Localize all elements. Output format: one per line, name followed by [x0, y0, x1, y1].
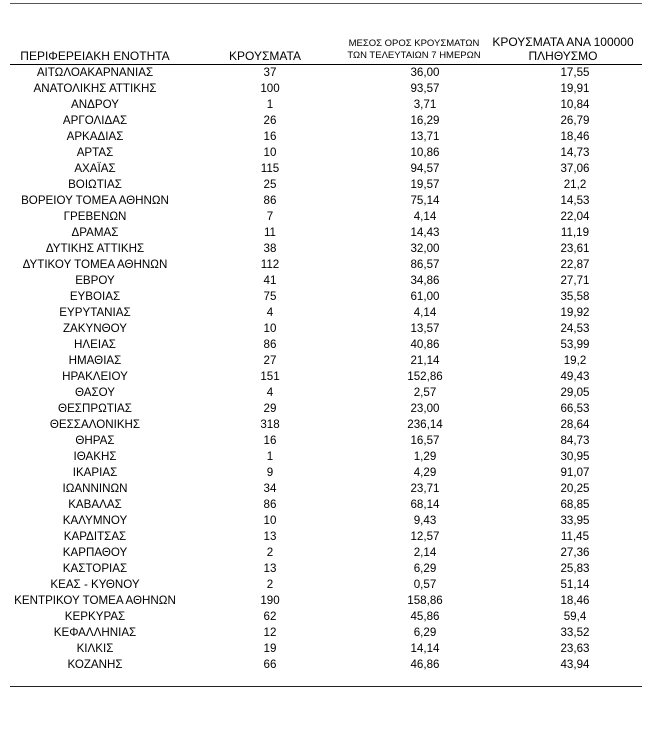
header-avg-line2: ΤΩΝ ΤΕΛΕΥΤΑΙΩΝ 7 ΗΜΕΡΩΝ — [347, 50, 481, 61]
cell-cases: 29 — [263, 402, 277, 415]
table-row — [10, 97, 642, 113]
table-row — [10, 641, 642, 657]
table-row — [10, 353, 642, 369]
cell-per-100k: 24,53 — [560, 322, 590, 335]
table-row — [10, 433, 642, 449]
cell-region: ΚΑΣΤΟΡΙΑΣ — [62, 562, 128, 575]
cell-per-100k: 30,95 — [560, 450, 590, 463]
cell-cases: 34 — [263, 482, 277, 495]
cell-per-100k: 11,19 — [560, 226, 590, 239]
table-header — [10, 30, 642, 63]
cell-region: ΑΡΤΑΣ — [76, 146, 114, 159]
cell-avg-7-days: 0,57 — [413, 578, 437, 591]
table-row — [10, 577, 642, 593]
bottom-divider — [10, 686, 642, 687]
table-row — [10, 129, 642, 145]
cell-cases: 41 — [263, 274, 277, 287]
cell-cases: 115 — [260, 162, 280, 175]
header-avg-line1: ΜΕΣΟΣ ΟΡΟΣ ΚΡΟΥΣΜΑΤΩΝ — [348, 38, 480, 49]
cell-region: ΗΜΑΘΙΑΣ — [68, 354, 122, 367]
cell-cases: 10 — [263, 514, 277, 527]
cell-per-100k: 66,53 — [560, 402, 590, 415]
cell-avg-7-days: 86,57 — [410, 258, 440, 271]
table-row — [10, 465, 642, 481]
cell-avg-7-days: 10,86 — [410, 146, 440, 159]
cell-per-100k: 84,73 — [560, 434, 590, 447]
cell-region: ΖΑΚΥΝΘΟΥ — [62, 322, 128, 335]
cell-region: ΚΕΡΚΥΡΑΣ — [64, 610, 126, 623]
table-row — [10, 449, 642, 465]
cell-per-100k: 10,84 — [560, 98, 590, 111]
cell-cases: 318 — [260, 418, 280, 431]
table-row — [10, 545, 642, 561]
cell-avg-7-days: 40,86 — [410, 338, 440, 351]
cell-avg-7-days: 23,71 — [410, 482, 440, 495]
cell-per-100k: 14,73 — [560, 146, 590, 159]
cell-avg-7-days: 94,57 — [410, 162, 440, 175]
cell-region: ΑΧΑΪΑΣ — [74, 162, 116, 175]
table-row — [10, 161, 642, 177]
cell-region: ΚΑΡΠΑΘΟΥ — [62, 546, 128, 559]
header-avg-7-days — [340, 38, 488, 62]
table-row — [10, 177, 642, 193]
cell-cases: 151 — [260, 370, 280, 383]
cell-region: ΚΑΡΔΙΤΣΑΣ — [63, 530, 127, 543]
cell-avg-7-days: 4,29 — [413, 466, 437, 479]
table-row — [10, 497, 642, 513]
cell-per-100k: 21,2 — [563, 178, 587, 191]
cell-region: ΘΑΣΟΥ — [74, 386, 116, 399]
table-row — [10, 321, 642, 337]
cell-cases: 2 — [266, 578, 274, 591]
cell-cases: 1 — [266, 450, 274, 463]
cell-region: ΚΑΒΑΛΑΣ — [68, 498, 122, 511]
cell-avg-7-days: 158,86 — [407, 594, 443, 607]
cell-cases: 2 — [266, 546, 274, 559]
table-row — [10, 193, 642, 209]
cell-per-100k: 17,55 — [560, 66, 590, 79]
cell-region: ΚΟΖΑΝΗΣ — [67, 658, 123, 671]
cell-avg-7-days: 45,86 — [410, 610, 440, 623]
table-row — [10, 257, 642, 273]
cell-avg-7-days: 4,14 — [413, 306, 437, 319]
cell-per-100k: 43,94 — [560, 658, 590, 671]
cell-cases: 13 — [263, 562, 277, 575]
cell-cases: 86 — [263, 338, 277, 351]
cell-cases: 86 — [263, 194, 277, 207]
cell-region: ΘΕΣΣΑΛΟΝΙΚΗΣ — [49, 418, 141, 431]
table-row — [10, 561, 642, 577]
cell-region: ΑΝΑΤΟΛΙΚΗΣ ΑΤΤΙΚΗΣ — [33, 82, 157, 95]
table-row — [10, 513, 642, 529]
cell-region: ΑΙΤΩΛΟΑΚΑΡΝΑΝΙΑΣ — [36, 66, 154, 79]
cell-avg-7-days: 32,00 — [410, 242, 440, 255]
cell-per-100k: 51,14 — [560, 578, 590, 591]
cell-cases: 38 — [263, 242, 277, 255]
cell-region: ΗΛΕΙΑΣ — [74, 338, 116, 351]
cell-avg-7-days: 16,57 — [410, 434, 440, 447]
cell-avg-7-days: 236,14 — [407, 418, 443, 431]
table-row — [10, 369, 642, 385]
cell-region: ΚΕΝΤΡΙΚΟΥ ΤΟΜΕΑ ΑΘΗΝΩΝ — [14, 594, 176, 607]
cell-per-100k: 23,61 — [560, 242, 590, 255]
cell-per-100k: 11,45 — [560, 530, 590, 543]
table-row — [10, 113, 642, 129]
cell-region: ΑΝΔΡΟΥ — [71, 98, 119, 111]
cell-avg-7-days: 16,29 — [410, 114, 440, 127]
cell-region: ΘΗΡΑΣ — [75, 434, 115, 447]
table-row — [10, 593, 642, 609]
cell-region: ΔΥΤΙΚΗΣ ΑΤΤΙΚΗΣ — [45, 242, 145, 255]
table-row — [10, 609, 642, 625]
cell-avg-7-days: 14,14 — [410, 642, 440, 655]
cell-cases: 4 — [266, 386, 274, 399]
cell-avg-7-days: 46,86 — [410, 658, 440, 671]
cell-region: ΒΟΙΩΤΙΑΣ — [68, 178, 122, 191]
table-row — [10, 273, 642, 289]
cell-per-100k: 49,43 — [560, 370, 590, 383]
cell-avg-7-days: 68,14 — [410, 498, 440, 511]
cell-per-100k: 22,87 — [560, 258, 590, 271]
cell-avg-7-days: 12,57 — [410, 530, 440, 543]
cell-avg-7-days: 61,00 — [410, 290, 440, 303]
cell-region: ΙΩΑΝΝΙΝΩΝ — [62, 482, 128, 495]
cell-avg-7-days: 152,86 — [407, 370, 443, 383]
cell-cases: 16 — [263, 434, 277, 447]
cell-per-100k: 68,85 — [560, 498, 590, 511]
table-row — [10, 241, 642, 257]
cell-per-100k: 26,79 — [560, 114, 590, 127]
table-row — [10, 65, 642, 81]
cell-cases: 19 — [263, 642, 277, 655]
cell-per-100k: 18,46 — [560, 130, 590, 143]
cell-avg-7-days: 2,57 — [413, 386, 437, 399]
cell-cases: 66 — [263, 658, 277, 671]
table-row — [10, 337, 642, 353]
header-per100k-line2: ΠΛΗΘΥΣΜΟ — [528, 49, 598, 63]
table-row — [10, 385, 642, 401]
table-row — [10, 225, 642, 241]
table-body — [10, 65, 642, 673]
cell-region: ΑΡΚΑΔΙΑΣ — [66, 130, 124, 143]
cell-per-100k: 14,53 — [560, 194, 590, 207]
cell-cases: 9 — [266, 466, 274, 479]
cell-region: ΗΡΑΚΛΕΙΟΥ — [62, 370, 128, 383]
header-cases: ΚΡΟΥΣΜΑΤΑ — [229, 49, 301, 63]
cell-cases: 1 — [266, 98, 274, 111]
table-row — [10, 145, 642, 161]
cell-cases: 13 — [263, 530, 277, 543]
cell-per-100k: 33,95 — [560, 514, 590, 527]
cell-region: ΕΥΒΟΙΑΣ — [69, 290, 121, 303]
cell-region: ΕΒΡΟΥ — [75, 274, 115, 287]
cell-per-100k: 22,04 — [560, 210, 590, 223]
cell-region: ΚΕΑΣ - ΚΥΘΝΟΥ — [50, 578, 140, 591]
cell-cases: 4 — [266, 306, 274, 319]
cell-region: ΙΚΑΡΙΑΣ — [72, 466, 118, 479]
table-row — [10, 625, 642, 641]
cell-cases: 12 — [263, 626, 277, 639]
cell-cases: 100 — [260, 82, 280, 95]
cell-cases: 16 — [263, 130, 277, 143]
cell-avg-7-days: 13,57 — [410, 322, 440, 335]
cell-per-100k: 59,4 — [563, 610, 587, 623]
table-row — [10, 657, 642, 673]
cell-avg-7-days: 13,71 — [410, 130, 440, 143]
cell-cases: 10 — [263, 322, 277, 335]
table-row — [10, 417, 642, 433]
cell-region: ΘΕΣΠΡΩΤΙΑΣ — [58, 402, 132, 415]
cell-per-100k: 33,52 — [560, 626, 590, 639]
cell-cases: 11 — [263, 226, 277, 239]
cell-avg-7-days: 1,29 — [413, 450, 437, 463]
cell-cases: 62 — [263, 610, 277, 623]
header-region: ΠΕΡΙΦΕΡΕΙΑΚΗ ΕΝΟΤΗΤΑ — [20, 49, 170, 63]
cell-region: ΑΡΓΟΛΙΔΑΣ — [62, 114, 128, 127]
cell-region: ΔΡΑΜΑΣ — [71, 226, 119, 239]
cell-avg-7-days: 19,57 — [410, 178, 440, 191]
cell-avg-7-days: 2,14 — [413, 546, 437, 559]
table-row — [10, 481, 642, 497]
cell-avg-7-days: 3,71 — [413, 98, 437, 111]
cell-per-100k: 27,36 — [560, 546, 590, 559]
top-divider — [10, 3, 642, 4]
cell-cases: 86 — [263, 498, 277, 511]
cell-per-100k: 25,83 — [560, 562, 590, 575]
cell-avg-7-days: 6,29 — [413, 626, 437, 639]
cell-region: ΚΙΛΚΙΣ — [76, 642, 114, 655]
table-row — [10, 401, 642, 417]
cell-per-100k: 19,91 — [560, 82, 590, 95]
cell-per-100k: 23,63 — [560, 642, 590, 655]
cell-avg-7-days: 4,14 — [413, 210, 437, 223]
cell-per-100k: 19,92 — [560, 306, 590, 319]
cell-avg-7-days: 21,14 — [410, 354, 440, 367]
cell-per-100k: 20,25 — [560, 482, 590, 495]
cell-per-100k: 37,06 — [560, 162, 590, 175]
table-row — [10, 289, 642, 305]
cell-avg-7-days: 93,57 — [410, 82, 440, 95]
cell-per-100k: 35,58 — [560, 290, 590, 303]
cell-cases: 190 — [260, 594, 280, 607]
cell-cases: 10 — [263, 146, 277, 159]
cell-per-100k: 27,71 — [560, 274, 590, 287]
cell-avg-7-days: 23,00 — [410, 402, 440, 415]
cell-per-100k: 91,07 — [560, 466, 590, 479]
cell-region: ΓΡΕΒΕΝΩΝ — [63, 210, 127, 223]
cell-region: ΕΥΡΥΤΑΝΙΑΣ — [59, 306, 131, 319]
cell-region: ΙΘΑΚΗΣ — [73, 450, 117, 463]
cell-per-100k: 28,64 — [560, 418, 590, 431]
cell-avg-7-days: 14,43 — [410, 226, 440, 239]
cell-avg-7-days: 9,43 — [413, 514, 437, 527]
table-row — [10, 529, 642, 545]
cell-region: ΚΕΦΑΛΛΗΝΙΑΣ — [53, 626, 137, 639]
cell-avg-7-days: 75,14 — [410, 194, 440, 207]
cell-cases: 75 — [263, 290, 277, 303]
cell-per-100k: 19,2 — [563, 354, 587, 367]
header-per-100k — [488, 35, 638, 63]
table-row — [10, 209, 642, 225]
cell-per-100k: 29,05 — [560, 386, 590, 399]
cell-region: ΚΑΛΥΜΝΟΥ — [62, 514, 128, 527]
cell-region: ΒΟΡΕΙΟΥ ΤΟΜΕΑ ΑΘΗΝΩΝ — [21, 194, 169, 207]
header-per100k-line1: ΚΡΟΥΣΜΑΤΑ ΑΝΑ 100000 — [492, 35, 634, 49]
cell-cases: 7 — [266, 210, 274, 223]
cell-cases: 27 — [263, 354, 277, 367]
table-row — [10, 305, 642, 321]
cell-avg-7-days: 36,00 — [410, 66, 440, 79]
cell-region: ΔΥΤΙΚΟΥ ΤΟΜΕΑ ΑΘΗΝΩΝ — [22, 258, 168, 271]
cell-cases: 26 — [263, 114, 277, 127]
cell-cases: 25 — [263, 178, 277, 191]
cell-per-100k: 53,99 — [560, 338, 590, 351]
cell-per-100k: 18,46 — [560, 594, 590, 607]
table-row — [10, 81, 642, 97]
cell-avg-7-days: 6,29 — [413, 562, 437, 575]
cell-cases: 37 — [263, 66, 277, 79]
cell-avg-7-days: 34,86 — [410, 274, 440, 287]
cell-cases: 112 — [260, 258, 280, 271]
